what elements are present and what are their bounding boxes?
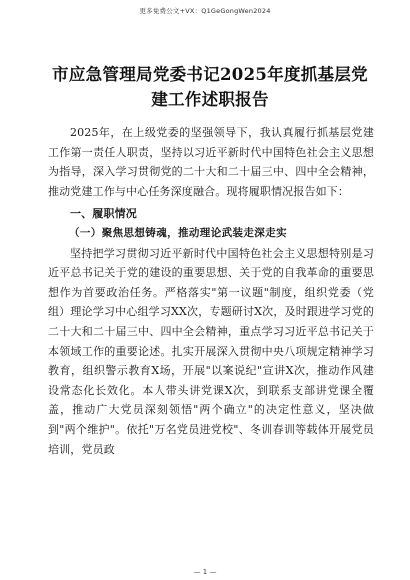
subsection-heading: （一）聚焦思想铸魂，推动理论武装走深走实 <box>69 226 287 239</box>
page-number: — 1 — <box>193 568 217 576</box>
document-title: 市应急管理局党委书记2025年度抓基层党建工作述职报告 <box>52 65 368 109</box>
header-note: 更多免费公文+VX：Q1GeGongWen2024 <box>139 7 271 15</box>
section-heading: 一、履职情况 <box>70 207 137 221</box>
subsection-paragraph: 坚持把学习贯彻习近平新时代中国特色社会主义思想特别是习近平总书记关于党的建设的重要思想、关于党的自我革命的重要思想作为首要政治任务。严格落实"第一议题"制度，组织党委（党组）理论学习中心组学习XX次，专题研讨X次，及时跟进学习党的二十大和二十届三中、四中全会精神，重点学习习近平总书记关于本领域工作的重要论述。扎实开展深入贯彻中央八项规定精神学习教育，组织警示教育X场，开展"以案说纪"宣讲X次，推动作风建设常态化长效化。本人带头讲党课X次，到联系支部讲党课全覆盖，推动广大党员深刻领悟"两个确立"的决定性意义，坚决做到"两个维护"。依托"万名党员进党校"、冬训春训等载体开展党员培训，党员政 <box>48 246 374 456</box>
document-body <box>48 123 374 459</box>
intro-paragraph: 2025年，在上级党委的坚强领导下，我认真履行抓基层党建工作第一责任人职责，坚持以习近平新时代中国特色社会主义思想为指导，深入学习贯彻党的二十大和二十届三中、四中全会精神，推动党建工作与中心任务深度融合。现将履职情况报告如下： <box>48 126 374 198</box>
